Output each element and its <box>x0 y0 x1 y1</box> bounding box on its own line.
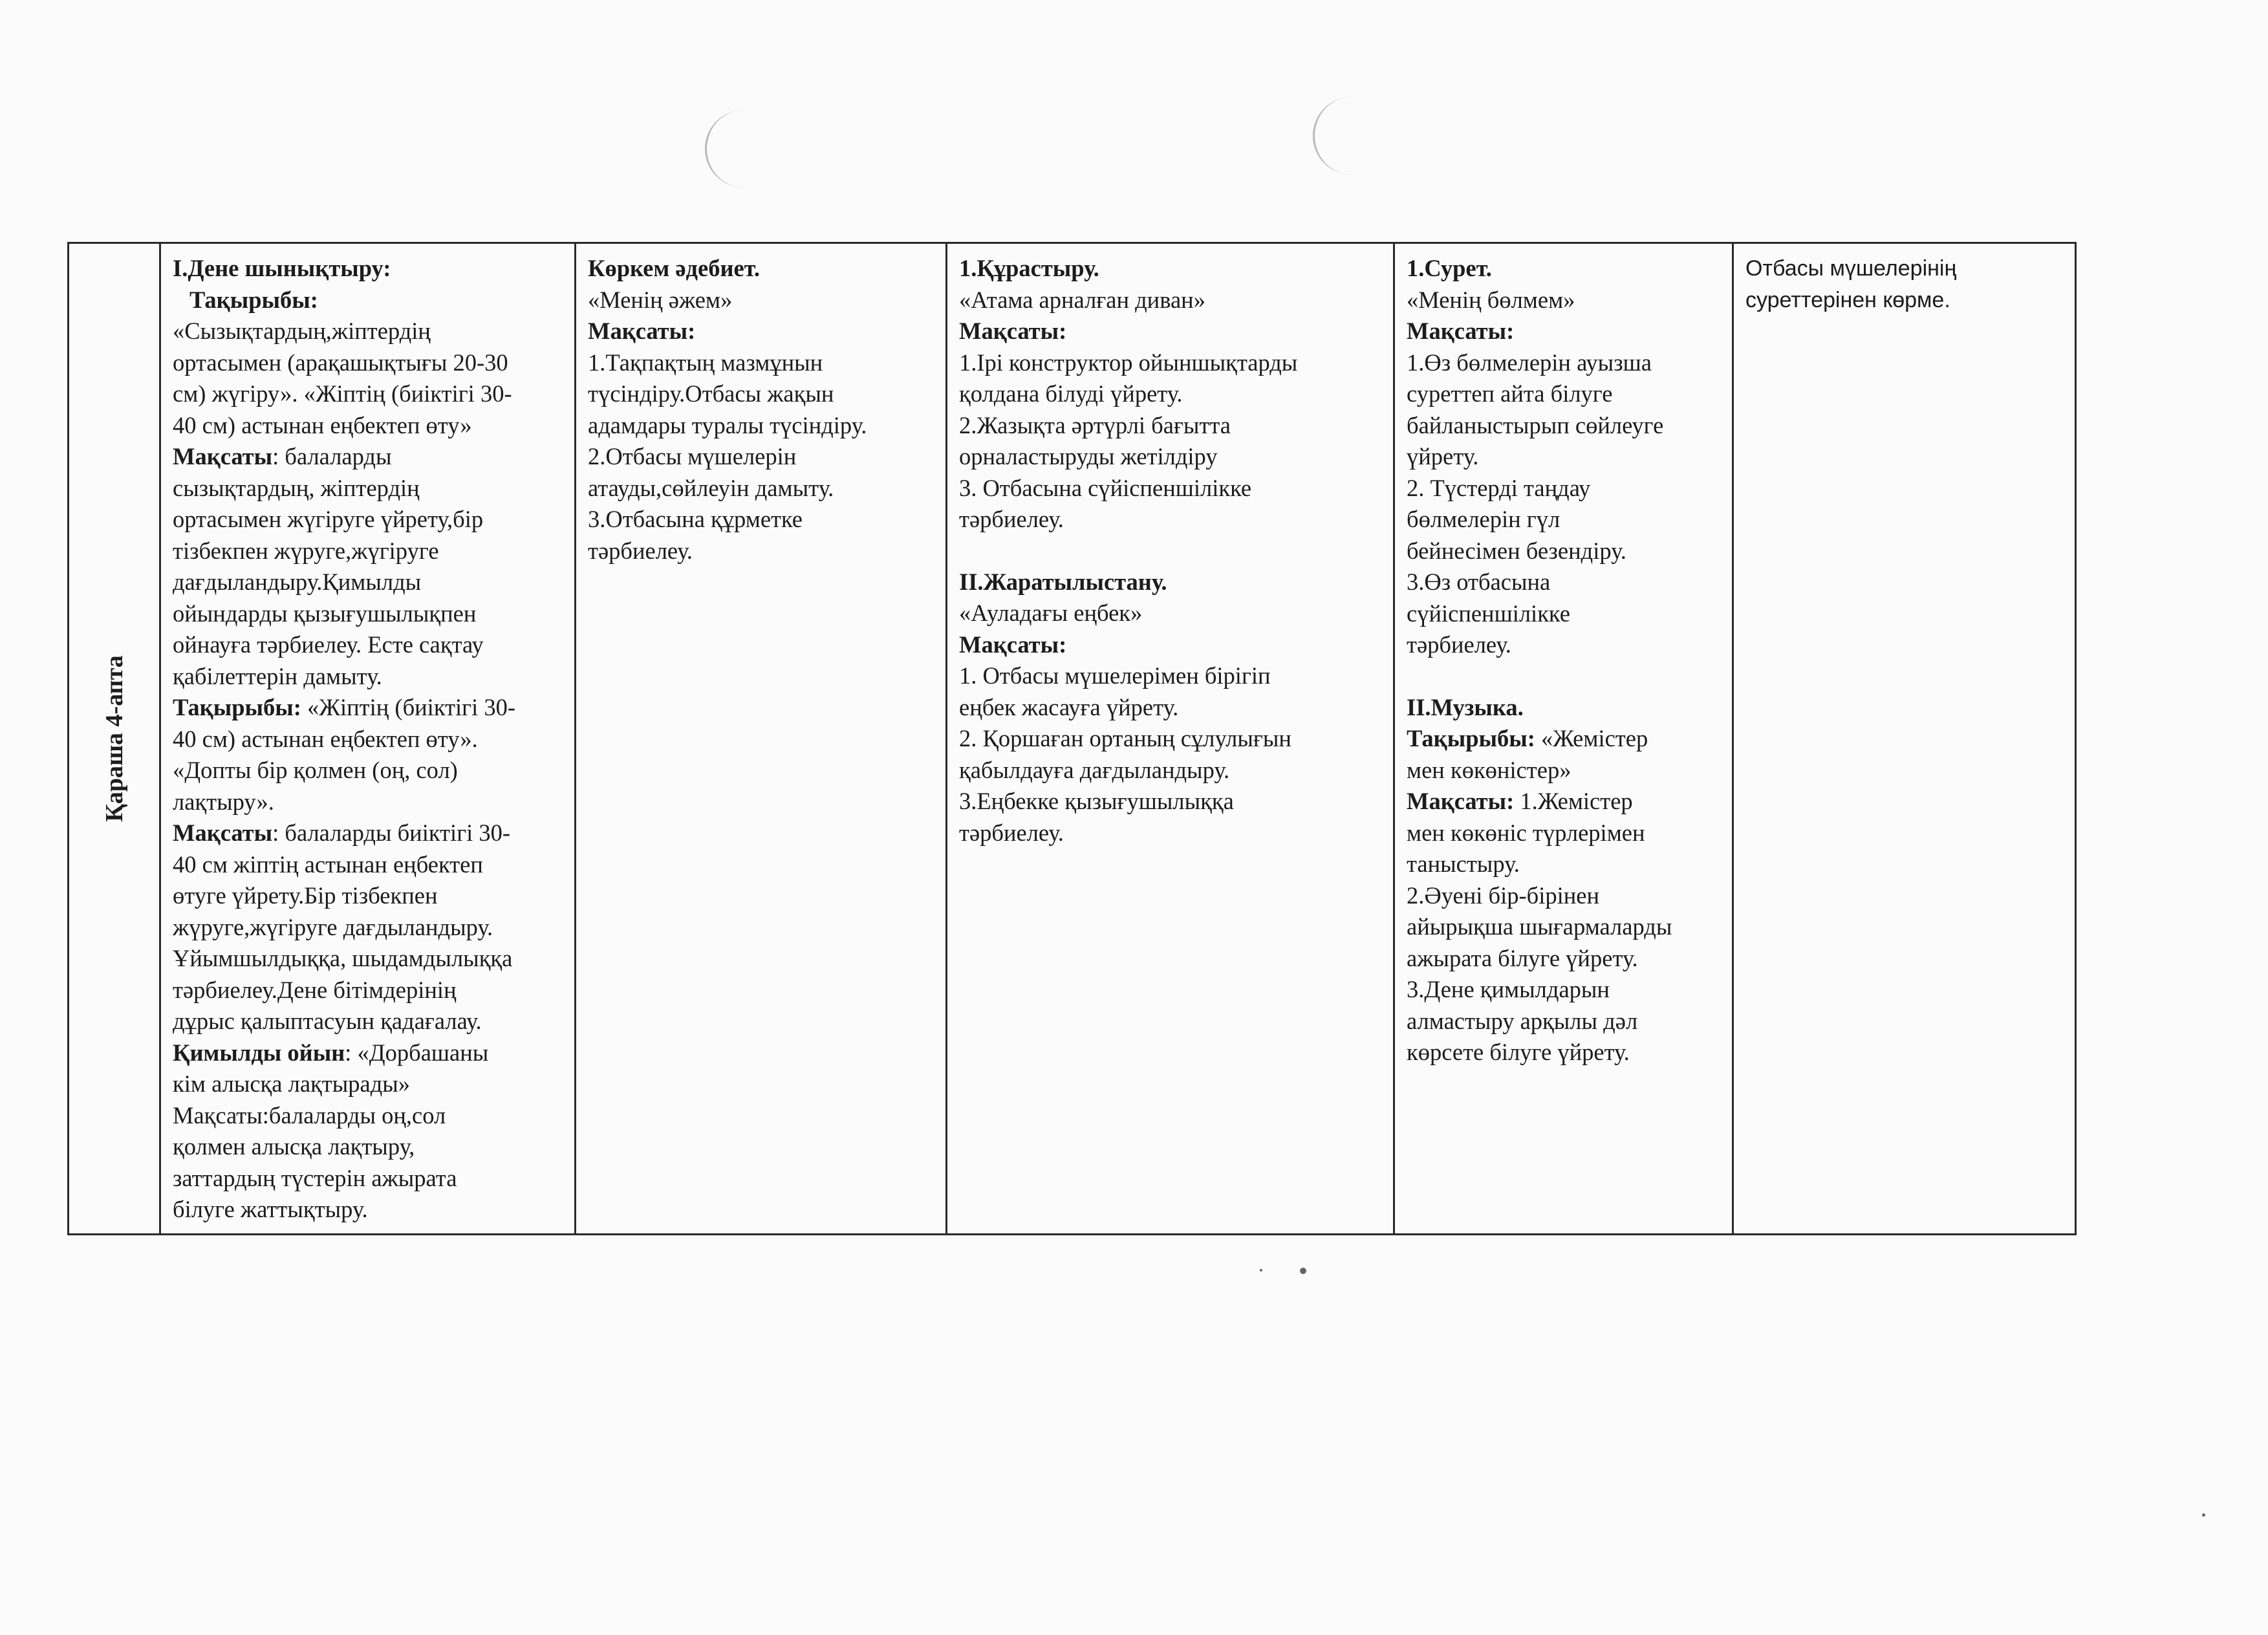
pe-topic1-line: ортасымен (арақашықтығы 20-30 <box>173 349 508 376</box>
pe-topic2-line: «Допты бір қолмен (оң, сол) <box>173 757 458 783</box>
week-cell <box>69 243 160 1235</box>
pe-goal2-line: тәрбиелеу.Дене бітімдерінің <box>173 976 457 1003</box>
music-goal-label: Мақсаты: <box>1407 788 1515 814</box>
scan-speck <box>1300 1268 1306 1274</box>
pe-goal2-line: өтуге үйрету.Бір тізбекпен <box>173 882 438 909</box>
pe-goal1-text: : балаларды <box>272 443 392 470</box>
music-line: алмастыру арқылы дәл <box>1407 1007 1638 1034</box>
art-line: сүйіспеншілікке <box>1407 600 1570 627</box>
pe-topic2-text: «Жіптің (биіктігі 30- <box>301 694 516 720</box>
music-line: көрсете білуге үйрету. <box>1407 1039 1630 1065</box>
pe-topic1-line: «Сызықтардың,жіптердің <box>173 318 431 344</box>
art-line: бөлмелерін гүл <box>1407 506 1561 532</box>
build-line: 3. Отбасына сүйіспеншілікке <box>959 474 1252 501</box>
art-line: 3.Өз отбасына <box>1407 568 1551 595</box>
pe-goal2-line: 40 см жіптің астынан еңбектеп <box>173 850 483 878</box>
build-title: «Атама арналған диван» <box>959 286 1205 313</box>
music-topic-line: мен көкөністер» <box>1407 756 1571 783</box>
pe-goal1-line: ортасымен жүгіруге үйрету,бір <box>173 506 484 532</box>
pe-game-label: Қимылды ойын <box>173 1039 345 1066</box>
pe-goal1-line: қабілеттерін дамыту. <box>173 662 382 689</box>
exhibition-line: суреттерінен көрме. <box>1745 287 1950 312</box>
pe-topic1-label: Тақырыбы: <box>189 286 318 313</box>
exhibition-cell <box>1733 243 2076 1235</box>
lit-line: тәрбиелеу. <box>588 537 693 564</box>
week-label: Қараша 4-апта <box>100 655 128 822</box>
pe-goal1-line: ойнауға тәрбиелеу. Есте сақтау <box>173 631 484 658</box>
lit-title: «Менің әжем» <box>588 286 733 313</box>
art-line: суреттеп айта білуге <box>1407 380 1613 407</box>
pe-game-line: заттардың түстерін ажырата <box>173 1164 457 1191</box>
scan-speck <box>1260 1269 1262 1272</box>
lit-goal-label: Мақсаты: <box>588 318 696 344</box>
music-heading: II.Музыка. <box>1407 693 1524 720</box>
pe-heading: I.Дене шынықтыру: <box>173 255 391 281</box>
pe-goal1-line: дағдыландыру.Қимылды <box>173 568 422 595</box>
lit-line: адамдары туралы түсіндіру. <box>588 411 867 439</box>
build-line: 1.Ірі конструктор ойыншықтарды <box>959 349 1298 376</box>
art-line: бейнесімен безендіру. <box>1407 537 1626 564</box>
lit-line: түсіндіру.Отбасы жақын <box>588 380 834 407</box>
pe-goal2-line: жүруге,жүгіруге дағдыландыру. <box>173 913 493 940</box>
art-music-cell <box>1394 243 1733 1235</box>
art-line: үйрету. <box>1407 443 1479 470</box>
pe-game-line: қолмен алысқа лақтыру, <box>173 1133 415 1160</box>
art-title: «Менің бөлмем» <box>1407 286 1575 313</box>
pe-goal2-label: Мақсаты <box>173 819 273 846</box>
lit-line: 2.Отбасы мүшелерін <box>588 443 797 470</box>
music-line: айырықша шығармаларды <box>1407 913 1672 940</box>
pe-goal1-line: сызықтардың, жіптердің <box>173 474 420 501</box>
nature-line: 2. Қоршаған ортаның сұлулығын <box>959 725 1291 752</box>
pe-topic2-line: лақтыру». <box>173 788 274 815</box>
pe-game-line: білуге жаттықтыру. <box>173 1196 368 1222</box>
lit-line: атауды,сөйлеуін дамыту. <box>588 474 834 501</box>
nature-title: «Ауладағы еңбек» <box>959 600 1143 626</box>
nature-heading: II.Жаратылыстану. <box>959 568 1167 595</box>
build-line: тәрбиелеу. <box>959 506 1064 532</box>
music-topic-label: Тақырыбы: <box>1407 725 1535 752</box>
pe-goal1-line: тізбекпен жүруге,жүгіруге <box>173 537 439 564</box>
music-topic-text: «Жемістер <box>1535 725 1648 752</box>
weekly-plan-table <box>67 242 2077 1235</box>
lit-heading: Көркем әдебиет. <box>588 255 760 281</box>
scan-artifact-mark <box>705 110 765 188</box>
nature-line: 3.Еңбекке қызығушылыққа <box>959 788 1234 814</box>
physical-education-cell <box>160 243 576 1235</box>
pe-game-text: : «Дорбашаны <box>345 1039 489 1066</box>
table-row <box>69 243 2076 1235</box>
music-line: ажырата білуге үйрету. <box>1407 944 1638 971</box>
music-line: 2.Әуені бір-бірінен <box>1407 882 1599 909</box>
literature-cell <box>576 243 947 1235</box>
scan-speck <box>2202 1513 2205 1517</box>
pe-game-line: Мақсаты:балаларды оң,сол <box>173 1101 446 1129</box>
pe-topic1-line: см) жүгіру». «Жіптің (биіктігі 30- <box>173 380 512 407</box>
nature-line: еңбек жасауға үйрету. <box>959 693 1179 720</box>
pe-goal1-line: ойындарды қызығушылықпен <box>173 600 477 627</box>
build-goal-label: Мақсаты: <box>959 318 1067 344</box>
nature-line: тәрбиелеу. <box>959 819 1064 846</box>
music-goal-text: 1.Жемістер <box>1514 788 1633 814</box>
music-line: 3.Дене қимылдарын <box>1407 976 1610 1002</box>
build-heading: 1.Құрастыру. <box>959 255 1099 281</box>
build-line: 2.Жазықта әртүрлі бағытта <box>959 411 1231 439</box>
lit-line: 1.Тақпақтың мазмұнын <box>588 349 823 376</box>
art-goal-label: Мақсаты: <box>1407 318 1515 344</box>
pe-goal2-text: : балаларды биіктігі 30- <box>272 819 511 846</box>
exhibition-line: Отбасы мүшелерінің <box>1745 256 1957 281</box>
pe-topic2-line: 40 см) астынан еңбектеп өту». <box>173 725 478 752</box>
scan-artifact-mark <box>1313 97 1373 175</box>
music-line: мен көкөніс түрлерімен <box>1407 819 1645 846</box>
art-line: тәрбиелеу. <box>1407 631 1511 658</box>
art-line: байланыстырып сөйлеуге <box>1407 411 1664 439</box>
pe-goal2-line: дұрыс қалыптасуын қадағалау. <box>173 1008 482 1034</box>
art-line: 2. Түстерді таңдау <box>1407 474 1591 501</box>
art-heading: 1.Сурет. <box>1407 255 1492 281</box>
pe-game-line: кім алысқа лақтырады» <box>173 1070 411 1097</box>
nature-goal-label: Мақсаты: <box>959 631 1067 658</box>
nature-line: қабылдауға дағдыландыру. <box>959 756 1230 783</box>
pe-topic2-label: Тақырыбы: <box>173 694 301 720</box>
construction-nature-cell <box>947 243 1394 1235</box>
nature-line: 1. Отбасы мүшелерімен бірігіп <box>959 662 1271 689</box>
pe-topic1-line: 40 см) астынан еңбектеп өту» <box>173 411 472 439</box>
art-line: 1.Өз бөлмелерін ауызша <box>1407 349 1652 376</box>
build-line: орналастыруды жетілдіру <box>959 443 1218 470</box>
pe-goal1-label: Мақсаты <box>173 443 273 470</box>
build-line: қолдана білуді үйрету. <box>959 380 1183 407</box>
music-line: таныстыру. <box>1407 850 1520 877</box>
pe-goal2-line: Ұйымшылдыққа, шыдамдылыққа <box>173 945 513 971</box>
lit-line: 3.Отбасына құрметке <box>588 506 803 532</box>
